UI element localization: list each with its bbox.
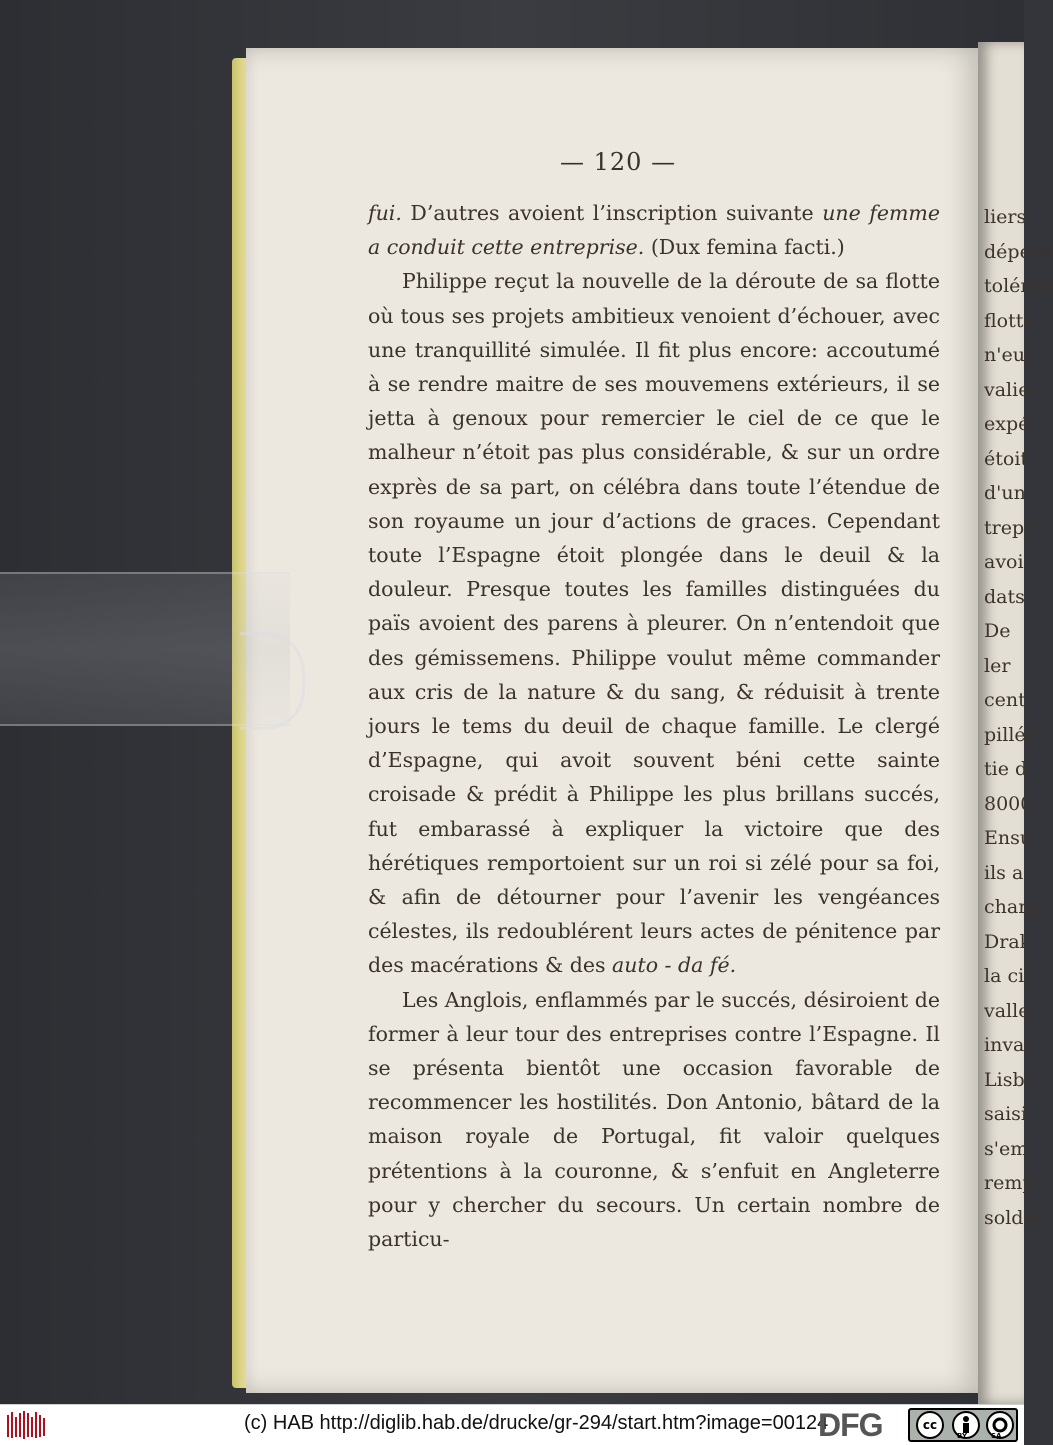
facing-page-line: liers [984,206,1027,228]
facing-page-line: trepr [984,516,1034,539]
paragraph [368,264,940,982]
facing-page-line: tie d [984,758,1028,780]
hab-library-logo-icon [6,1409,46,1441]
facing-page-line: Drak [984,930,1032,953]
paragraph [368,983,940,1257]
facing-page-line: Ensu [984,827,1033,849]
facing-page-line: remp [984,1172,1035,1194]
copyright-credit-link[interactable]: (c) HAB http://diglib.hab.de/drucke/gr-294/start.htm?image=00124 [244,1412,829,1434]
cc-license-badge[interactable] [908,1408,1018,1442]
facing-page-line: ils a [984,861,1024,884]
facing-page-line: la cit [984,965,1032,987]
viewer-footer [0,1404,1024,1445]
facing-page-line: expé [984,413,1030,435]
facing-page-line: dépens [984,240,1053,263]
facing-page-line: s'em [984,1137,1029,1160]
paragraph [368,196,940,264]
facing-page-line: n'eut [984,344,1033,366]
facing-page-line: d'un [984,482,1026,504]
text-run: (Dux femina facti.) [644,235,845,260]
facing-page-line: valier [984,378,1039,401]
facing-page-line: ler [984,654,1011,677]
page-number: — 120 — [560,148,677,176]
license-sa-label: SA [991,1432,1002,1440]
italic-text: une femme a conduit cette entreprise. [368,201,940,260]
facing-page-text [984,200,1053,1235]
facing-page-line: soldat [984,1206,1043,1229]
facing-page-line: dats [984,585,1025,608]
facing-page-line: valle [984,999,1030,1022]
facing-page-line: toléres [984,275,1051,297]
facing-page-line: Lisbo [984,1068,1037,1091]
facing-page-line: De [984,620,1011,642]
dfg-logo: DFG [818,1407,883,1443]
italic-text: auto - da fé. [612,953,737,978]
text-run: Les Anglois, enflammés par le succés, désiroient de former à leur tour des entreprises contre l’Espagne. Il se présenta bientôt une occasion favorable de recommencer les hostilités. Don Antonio, bâtard de la maison royale de Portugal, fit valoir quelques prétentions à la couronne, & s’enfuit en Angleterre pour y chercher du secours. Un certain nombre de particu- [368,987,940,1252]
license-by-label: BY [957,1432,968,1440]
text-run: D’autres avoient l’inscription suivante [401,201,823,225]
facing-page-line: saisi [984,1103,1027,1125]
facing-page-line: cent [984,689,1026,711]
creative-commons-icon: cc [916,1411,944,1439]
facing-page-line: pillér [984,723,1035,746]
facing-page-line: invas [984,1034,1035,1056]
facing-page-line: avoi [984,551,1024,573]
page-holder-clip-end [240,632,305,730]
facing-page-line: étoit [984,447,1029,470]
italic-text: fui. [368,201,402,225]
facing-page-line: flotte [984,309,1035,332]
text-run: Philippe reçut la nouvelle de la déroute de sa flotte où tous ses projets ambitieux venoient d’échouer, avec une tranquillité simulée. Il fit plus encore: accoutumé à se rendre maitre de ses mouvemens extérieurs, il se jetta à genoux pour remercier le ciel de ce que le malheur n’étoit pas plus considérable, & sur un ordre exprès de sa part, on célébra dans toute l’étendue de son royaume un jour d’actions de graces. Cependant toute l’Espagne étoit plongée dans le deuil & la douleur. Presque toutes les familles distinguées du païs avoient des parens à pleurer. On n’entendoit que des gémissemens. Philippe voulut même commander aux cris de la nature & du sang, & réduisit à trente jours le tems du deuil de chaque famille. Le clergé d’Espagne, qui avoit souvent béni cette sainte croisade & prédit à Philippe les plus brillans succés, fut embarassé à expliquer la victoire que des hérétiques remportoient sur un roi si zélé pour sa foi, & afin de détourner pour l’avenir les vengéances célestes, ils redoublérent leurs actes de pénitence par des macérations & des [368,269,940,978]
facing-page-line: 8000 [984,792,1033,815]
page-body-text [368,196,940,1256]
facing-page-line: charg [984,896,1040,918]
